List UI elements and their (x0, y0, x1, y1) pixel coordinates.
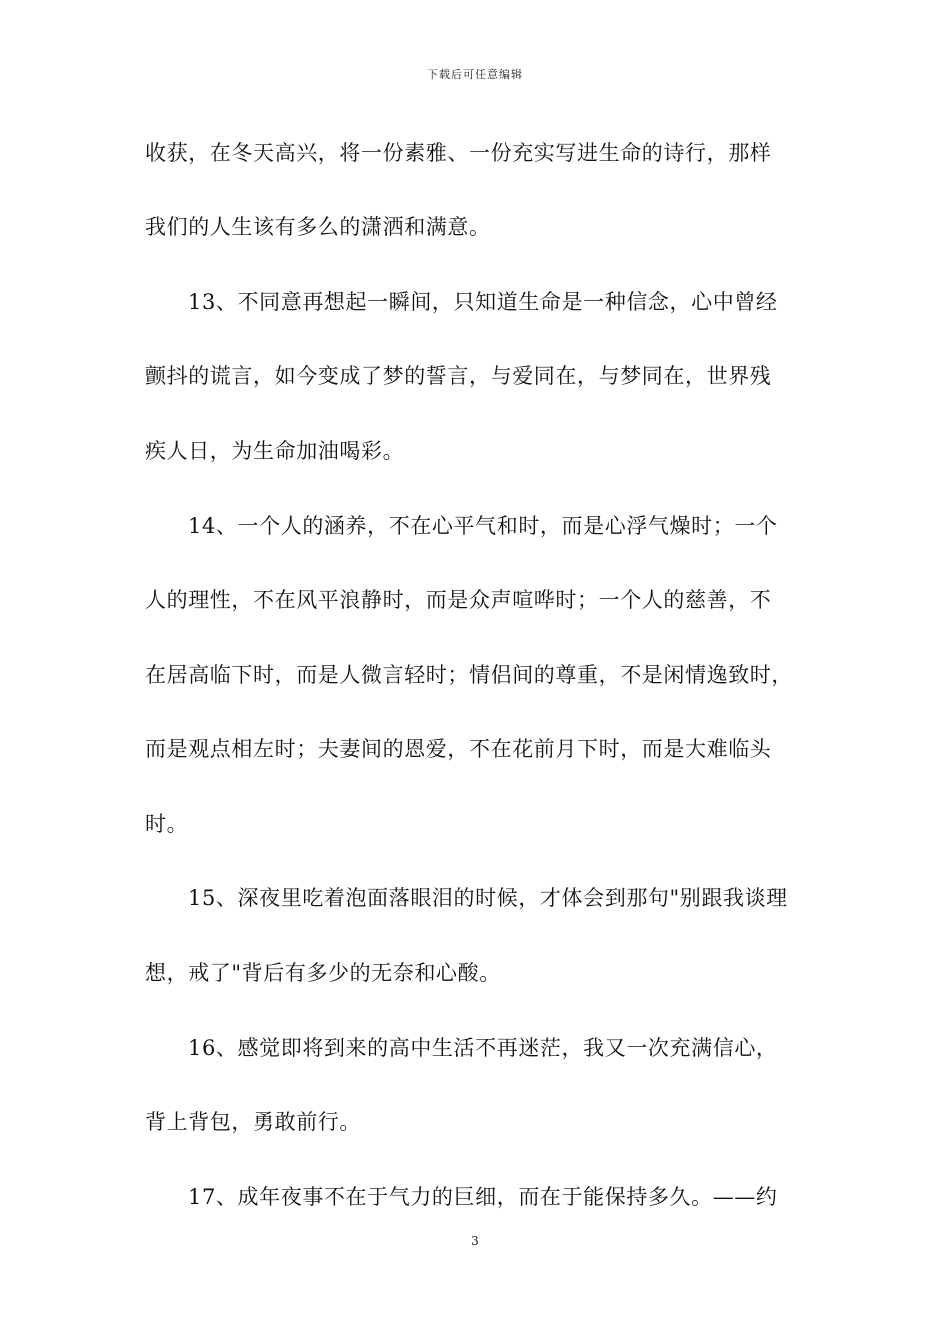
text-line: 背上背包，勇敢前行。 (145, 1110, 361, 1134)
text-line: 时。 (145, 812, 189, 836)
text-line: 而是观点相左时；夫妻间的恩爱，不在花前月下时，而是大难临头 (145, 737, 772, 761)
text-line: 想，戒了"背后有多少的无奈和心酸。 (145, 961, 501, 985)
paragraph-14-start: 14、一个人的涵养，不在心平气和时，而是心浮气燥时；一个 (188, 514, 778, 538)
paragraph-17-start: 17、成年夜事不在于气力的巨细，而在于能保持多久。——约 (188, 1185, 778, 1209)
text-line: 疾人日，为生命加油喝彩。 (145, 439, 405, 463)
paragraph-13-start: 13、不同意再想起一瞬间，只知道生命是一种信念，心中曾经 (188, 290, 778, 314)
page-header: 下载后可任意编辑 (427, 68, 523, 81)
text-line: 我们的人生该有多么的潇洒和满意。 (145, 215, 491, 239)
text-line: 在居高临下时，而是人微言轻时；情侣间的尊重，不是闲情逸致时， (145, 663, 793, 687)
page-number: 3 (471, 1234, 479, 1248)
text-line: 颤抖的谎言，如今变成了梦的誓言，与爱同在，与梦同在，世界残 (145, 364, 772, 388)
paragraph-15-start: 15、深夜里吃着泡面落眼泪的时候，才体会到那句"别跟我谈理 (188, 886, 788, 910)
text-line: 收获，在冬天高兴，将一份素雅、一份充实写进生命的诗行，那样 (145, 141, 772, 165)
paragraph-16-start: 16、感觉即将到来的高中生活不再迷茫，我又一次充满信心， (188, 1036, 778, 1060)
text-line: 人的理性，不在风平浪静时，而是众声喧哗时；一个人的慈善，不 (145, 588, 772, 612)
